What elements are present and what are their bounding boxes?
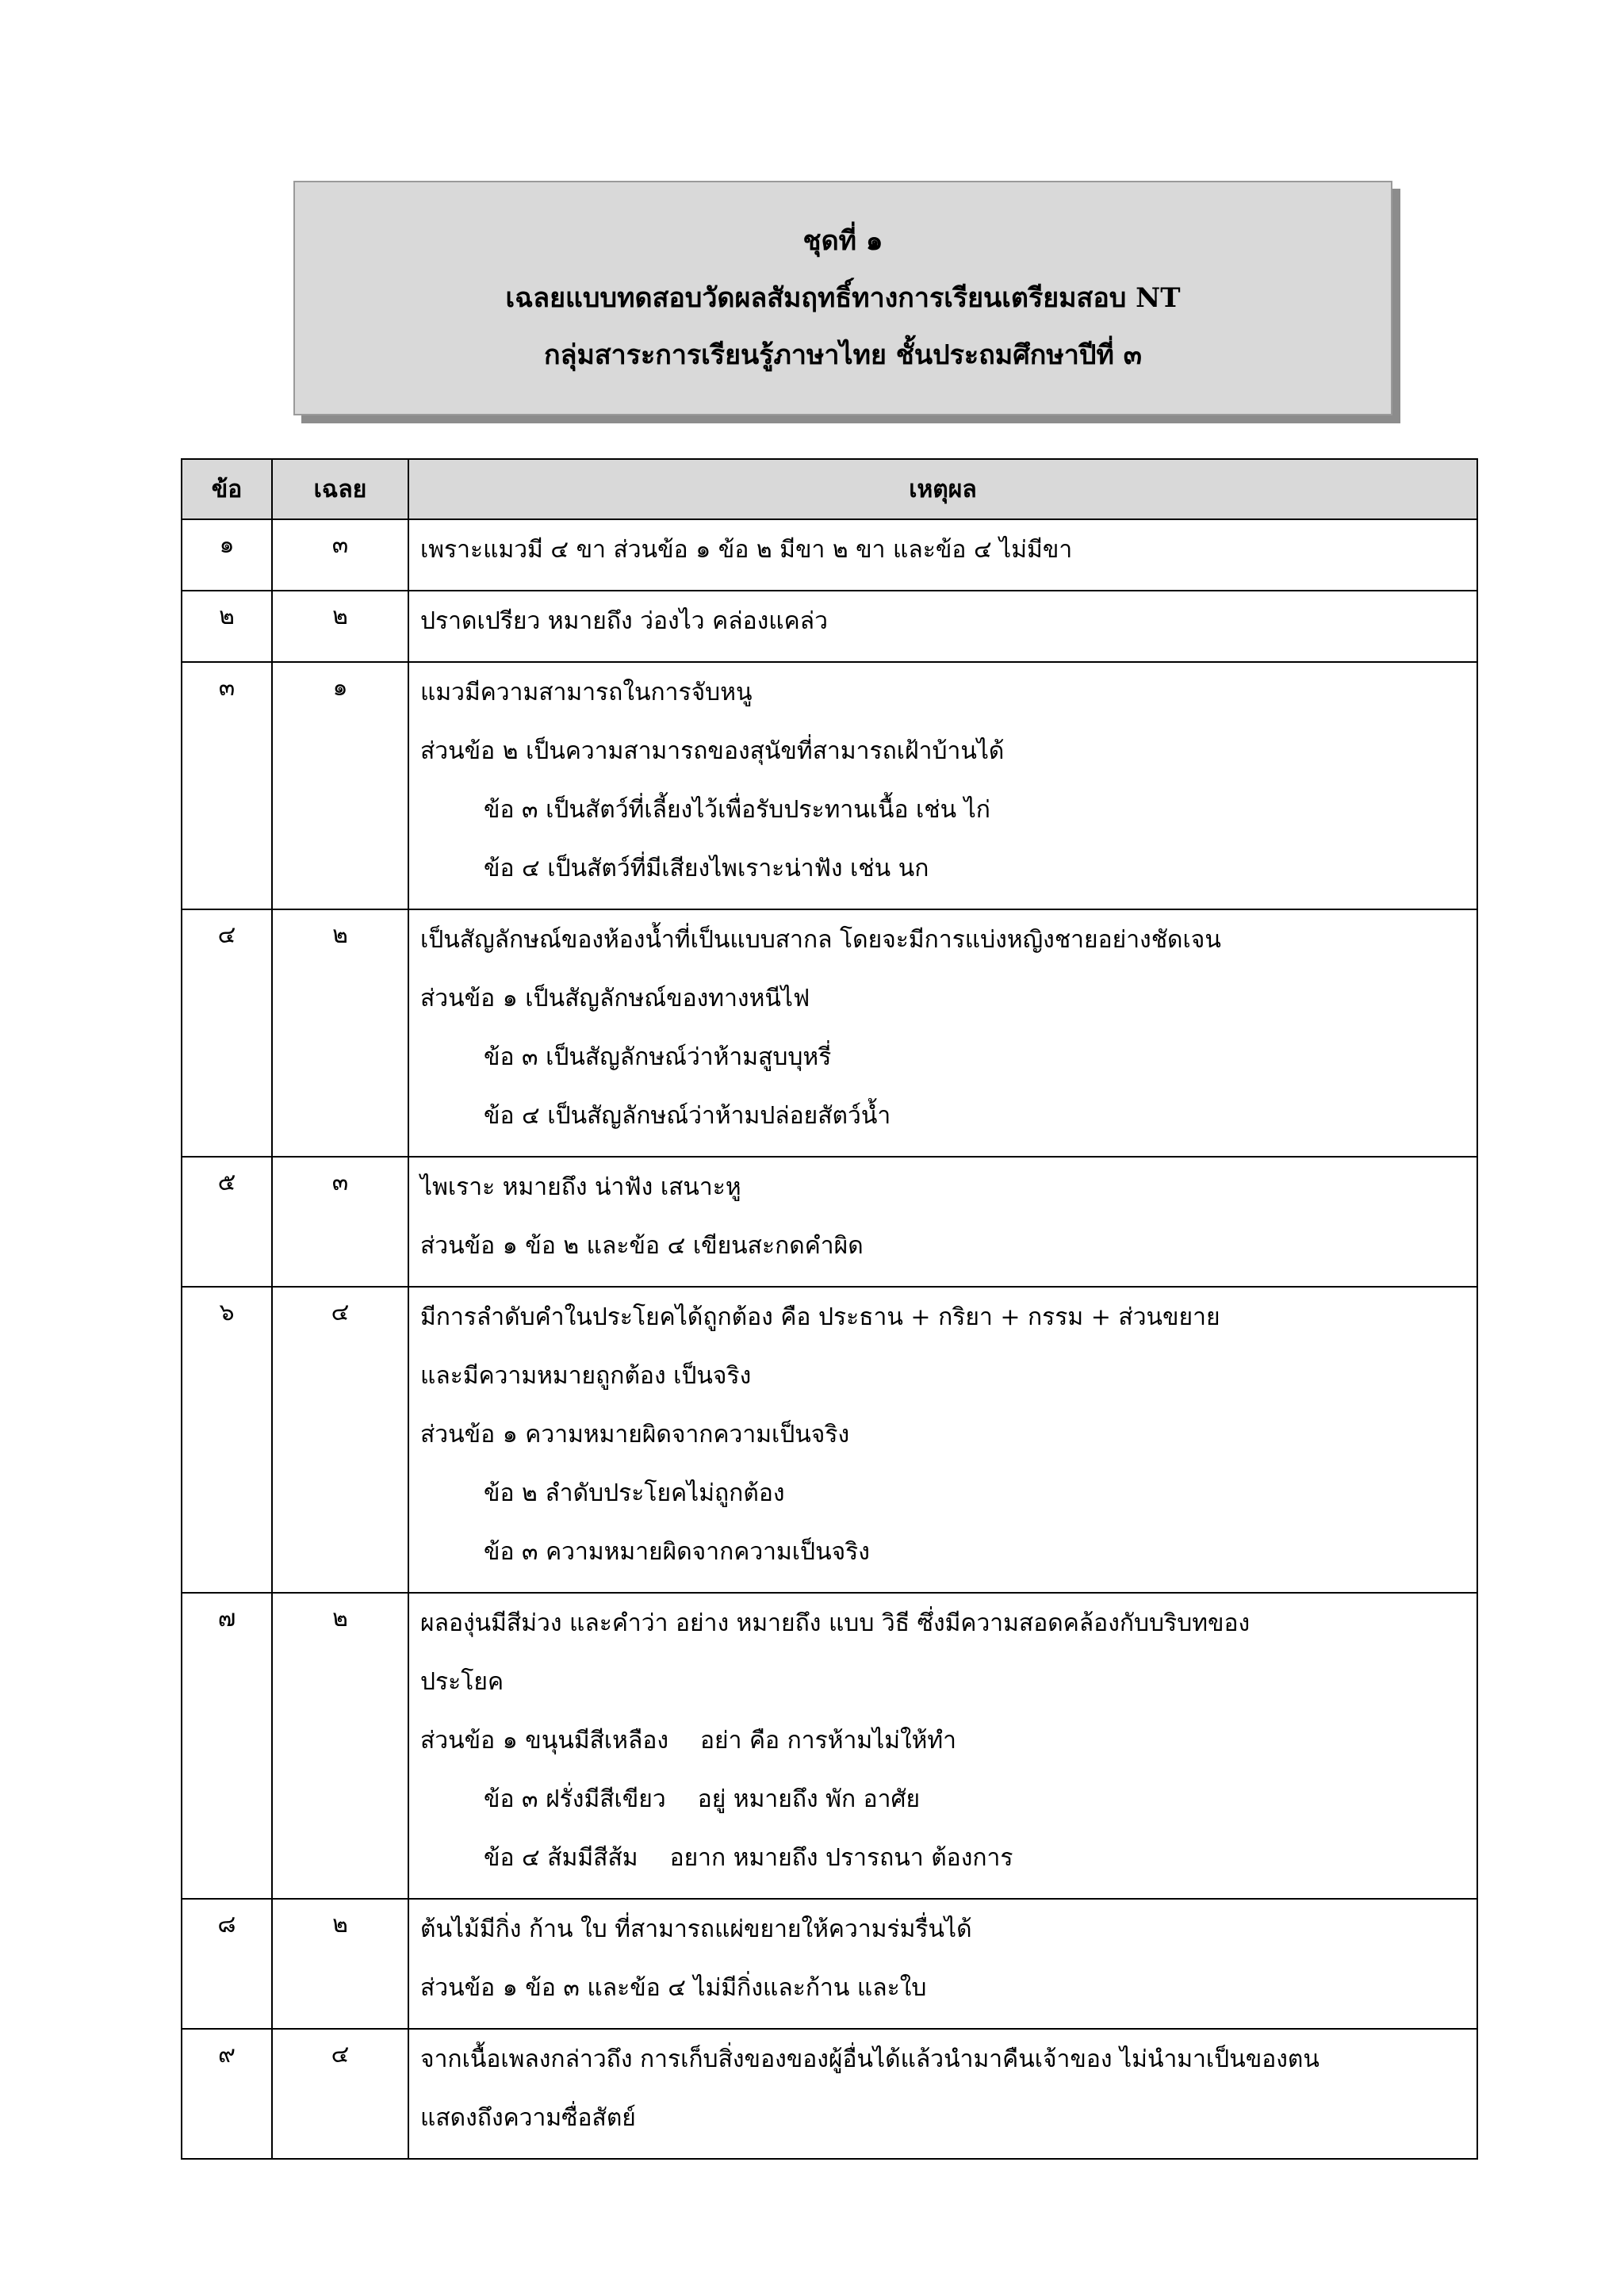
reason-cell: [408, 1899, 1477, 2029]
table-row: [182, 1157, 1477, 1287]
answer-value: ๓: [272, 1157, 408, 1287]
reason-line: ส่วนข้อ ๑ ข้อ ๓ และข้อ ๔ ไม่มีกิ่งและก้าน และใบ: [420, 1974, 927, 2002]
reason-line: ปราดเปรียว หมายถึง ว่องไว คล่องแคล่ว: [420, 607, 828, 635]
document-title: เฉลยแบบทดสอบวัดผลสัมฤทธิ์ทางการเรียนเตรียมสอบ NT: [505, 282, 1181, 314]
reason-cell: [408, 519, 1477, 591]
reason-cell: [408, 1287, 1477, 1593]
reason-line: และมีความหมายถูกต้อง เป็นจริง: [420, 1362, 752, 1390]
reason-line: ส่วนข้อ ๑ เป็นสัญลักษณ์ของทางหนีไฟ: [420, 985, 810, 1012]
reason-cell: [408, 1593, 1477, 1899]
answer-value: ๒: [272, 1899, 408, 2029]
question-number: ๗: [182, 1593, 272, 1899]
reason-line: ส่วนข้อ ๑ ข้อ ๒ และข้อ ๔ เขียนสะกดคำผิด: [420, 1232, 864, 1260]
reason-line: ข้อ ๓ ความหมายผิดจากความเป็นจริง: [484, 1538, 870, 1566]
word-meaning: อยาก หมายถึง ปรารถนา ต้องการ: [669, 1844, 1013, 1872]
answer-value: ๔: [272, 2029, 408, 2159]
answer-value: ๓: [272, 519, 408, 591]
header-answer: เฉลย: [272, 459, 408, 519]
reason-line: แมวมีความสามารถในการจับหนู: [420, 679, 753, 706]
table-row: [182, 519, 1477, 591]
table-header-row: [182, 459, 1477, 519]
table-row: [182, 2029, 1477, 2159]
answer-value: ๔: [272, 1287, 408, 1593]
table-row: [182, 591, 1477, 662]
question-number: ๒: [182, 591, 272, 662]
reason-line: ส่วนข้อ ๒ เป็นความสามารถของสุนัขที่สามารถเฝ้าบ้านได้: [420, 737, 1005, 765]
document-subtitle: กลุ่มสาระการเรียนรู้ภาษาไทย ชั้นประถมศึกษาปีที่ ๓: [544, 339, 1142, 371]
question-number: ๖: [182, 1287, 272, 1593]
reason-line: ไพเราะ หมายถึง น่าฟัง เสนาะหู: [420, 1173, 741, 1201]
reason-line: [420, 1835, 1477, 1893]
reason-line: ต้นไม้มีกิ่ง ก้าน ใบ ที่สามารถแผ่ขยายให้ความร่มรื่นได้: [420, 1915, 972, 1943]
question-number: ๑: [182, 519, 272, 591]
reason-line: ส่วนข้อ ๑ ความหมายผิดจากความเป็นจริง: [420, 1421, 850, 1448]
table-row: [182, 909, 1477, 1157]
reason-line: [420, 1776, 1477, 1835]
reason-line: เพราะแมวมี ๔ ขา ส่วนข้อ ๑ ข้อ ๒ มีขา ๒ ขา และข้อ ๔ ไม่มีขา: [420, 536, 1073, 564]
reason-cell: [408, 662, 1477, 909]
question-number: ๓: [182, 662, 272, 909]
reason-line: แสดงถึงความซื่อสัตย์: [420, 2104, 636, 2132]
reason-line: จากเนื้อเพลงกล่าวถึง การเก็บสิ่งของของผู้อื่นได้แล้วนำมาคืนเจ้าของ ไม่นำมาเป็นของตน: [420, 2045, 1320, 2073]
word-meaning: อย่า คือ การห้ามไม่ให้ทำ: [700, 1727, 957, 1755]
reason-line: ข้อ ๓ เป็นสัตว์ที่เลี้ยงไว้เพื่อรับประทานเนื้อ เช่น ไก่: [484, 796, 990, 824]
reason-cell: [408, 909, 1477, 1157]
answer-value: ๒: [272, 1593, 408, 1899]
table-row: [182, 662, 1477, 909]
reason-line: ข้อ ๔ เป็นสัตว์ที่มีเสียงไพเราะน่าฟัง เช่น นก: [484, 855, 929, 882]
reason-line: ข้อ ๒ ลำดับประโยคไม่ถูกต้อง: [484, 1479, 785, 1507]
question-number: ๔: [182, 909, 272, 1157]
question-number: ๙: [182, 2029, 272, 2159]
choice-text: ส่วนข้อ ๑ ขนุนมีสีเหลือง: [420, 1727, 668, 1755]
header-reason: เหตุผล: [408, 459, 1477, 519]
choice-text: ข้อ ๓ ฝรั่งมีสีเขียว: [484, 1785, 666, 1813]
answer-value: ๑: [272, 662, 408, 909]
choice-text: ข้อ ๔ ส้มมีสีส้ม: [484, 1844, 638, 1872]
header-no: ข้อ: [182, 459, 272, 519]
reason-line: เป็นสัญลักษณ์ของห้องน้ำที่เป็นแบบสากล โดยจะมีการแบ่งหญิงชายอย่างชัดเจน: [420, 926, 1221, 954]
answer-value: ๒: [272, 591, 408, 662]
reason-cell: [408, 1157, 1477, 1287]
table-row: [182, 1593, 1477, 1899]
question-number: ๘: [182, 1899, 272, 2029]
reason-line: [420, 1717, 1477, 1776]
table-row: [182, 1287, 1477, 1593]
reason-line: มีการลำดับคำในประโยคได้ถูกต้อง คือ ประธาน + กริยา + กรรม + ส่วนขยาย: [420, 1303, 1220, 1331]
reason-line: ผลองุ่นมีสีม่วง และคำว่า อย่าง หมายถึง แบบ วิธี ซึ่งมีความสอดคล้องกับบริบทของ: [420, 1609, 1251, 1637]
word-meaning: อยู่ หมายถึง พัก อาศัย: [697, 1785, 921, 1813]
answer-value: ๒: [272, 909, 408, 1157]
set-title: ชุดที่ ๑: [802, 225, 883, 257]
title-box: [293, 181, 1392, 415]
question-number: ๕: [182, 1157, 272, 1287]
reason-cell: [408, 591, 1477, 662]
reason-line: ข้อ ๔ เป็นสัญลักษณ์ว่าห้ามปล่อยสัตว์น้ำ: [484, 1102, 891, 1130]
answer-table: [181, 458, 1478, 2160]
reason-line: ประโยค: [420, 1668, 504, 1696]
reason-cell: [408, 2029, 1477, 2159]
reason-line: ข้อ ๓ เป็นสัญลักษณ์ว่าห้ามสูบบุหรี่: [484, 1043, 832, 1071]
table-row: [182, 1899, 1477, 2029]
